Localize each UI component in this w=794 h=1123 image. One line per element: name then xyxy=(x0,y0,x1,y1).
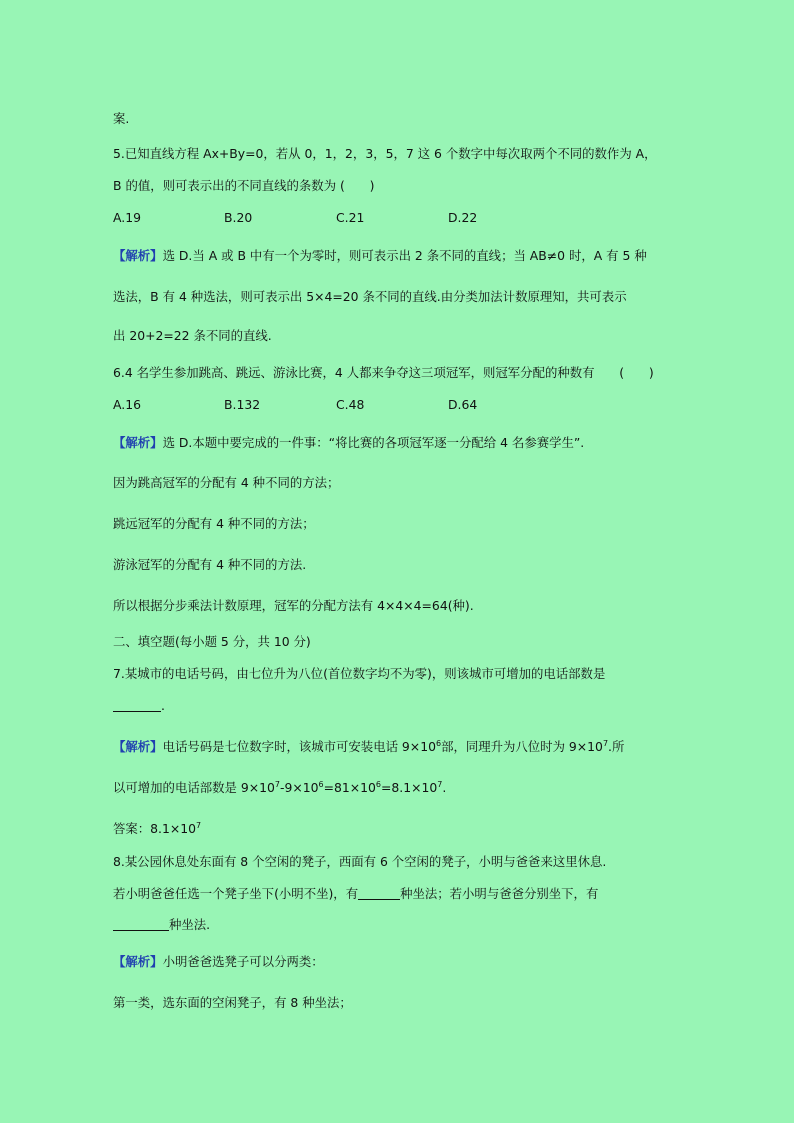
q8-stem-text3: 种坐法. xyxy=(169,917,211,932)
q5-stem-line1: 5.已知直线方程 Ax+By=0，若从 0，1，2，3，5，7 这 6 个数字中每次取两个不同的数作为 A， xyxy=(113,146,657,161)
q6-solution-line1 xyxy=(113,434,584,452)
q7-solution-text1b: 部，同理升为八位时为 9×10 xyxy=(441,739,603,754)
exponent: 6 xyxy=(318,780,324,789)
exponent: 6 xyxy=(375,780,381,789)
q6-option-d: D.64 xyxy=(448,397,478,412)
q7-solution-text2a: 以可增加的电话部数是 9×10 xyxy=(113,780,275,795)
q7-solution-line1 xyxy=(113,735,624,756)
q6-stem-line1: 6.4 名学生参加跳高、跳远、游泳比赛，4 人都来争夺这三项冠军，则冠军分配的种数有 ( ) xyxy=(113,365,654,380)
q8-stem-text2a: 若小明爸爸任选一个凳子坐下(小明不坐)，有 xyxy=(113,886,359,901)
q8-solution-line2: 第一类，选东面的空闲凳子，有 8 种坐法； xyxy=(113,995,352,1010)
q8-stem-text2b: 种坐法；若小明与爸爸分别坐下，有 xyxy=(400,886,599,901)
q6-solution-line3: 跳远冠军的分配有 4 种不同的方法； xyxy=(113,516,315,531)
q7-solution-text1a: 电话号码是七位数字时，该城市可安装电话 9×10 xyxy=(162,739,436,754)
q6-option-c: C.48 xyxy=(336,397,365,412)
q5-solution-line3: 出 20+2=22 条不同的直线. xyxy=(113,328,272,343)
exponent: 7 xyxy=(437,780,443,789)
q5-option-a: A.19 xyxy=(113,210,141,225)
q5-solution-text1: 选 D.当 A 或 B 中有一个为零时，则可表示出 2 条不同的直线；当 AB≠0 时，A 有 5 种 xyxy=(162,248,647,263)
exponent: 7 xyxy=(274,780,280,789)
q8-stem-line3 xyxy=(113,916,210,934)
q6-solution-text1: 选 D.本题中要完成的一件事：“将比赛的各项冠军逐一分配给 4 名参赛学生”. xyxy=(162,435,585,450)
q8-stem-line2 xyxy=(113,885,598,903)
q7-answer xyxy=(113,817,201,838)
q7-solution-text2d: =8.1×10 xyxy=(381,780,438,795)
q6-option-a: A.16 xyxy=(113,397,141,412)
q5-solution-line2: 选法，B 有 4 种选法，则可表示出 5×4=20 条不同的直线.由分类加法计数原理知，共可表示 xyxy=(113,289,627,304)
q5-option-c: C.21 xyxy=(336,210,365,225)
section-heading: 二、填空题(每小题 5 分，共 10 分) xyxy=(113,634,311,649)
solution-tag: 【解析】 xyxy=(113,954,163,969)
q6-solution-line5: 所以根据分步乘法计数原理，冠军的分配方法有 4×4×4=64(种). xyxy=(113,598,474,613)
exponent: 7 xyxy=(602,739,609,748)
solution-tag: 【解析】 xyxy=(113,435,163,450)
answer-blank xyxy=(113,918,169,931)
solution-tag: 【解析】 xyxy=(113,248,163,263)
q7-stem-line2 xyxy=(113,697,165,715)
q6-solution-line2: 因为跳高冠军的分配有 4 种不同的方法； xyxy=(113,475,340,490)
exponent: 6 xyxy=(435,739,442,748)
q8-solution-text1: 小明爸爸选凳子可以分两类： xyxy=(162,954,324,969)
q7-stem-period: . xyxy=(161,698,165,713)
q7-stem-line1: 7.某城市的电话号码，由七位升为八位(首位数字均不为零)，则该城市可增加的电话部数是 xyxy=(113,666,606,681)
q7-solution-text2c: =81×10 xyxy=(323,780,376,795)
continued-text: 案. xyxy=(113,111,130,126)
exponent: 7 xyxy=(196,821,202,830)
q8-solution-line1 xyxy=(113,953,324,971)
answer-blank xyxy=(113,699,161,712)
q7-solution-text2b: -9×10 xyxy=(279,780,319,795)
q7-solution-text1c: .所 xyxy=(608,739,625,754)
q6-solution-line4: 游泳冠军的分配有 4 种不同的方法. xyxy=(113,557,307,572)
q7-answer-text: 答案：8.1×10 xyxy=(113,821,197,836)
q6-option-b: B.132 xyxy=(224,397,261,412)
q7-solution-text2e: . xyxy=(442,780,447,795)
q7-solution-line2 xyxy=(113,776,446,797)
solution-tag: 【解析】 xyxy=(113,739,163,754)
answer-blank xyxy=(358,887,400,900)
q5-option-b: B.20 xyxy=(224,210,253,225)
q8-stem-line1: 8.某公园休息处东面有 8 个空闲的凳子，西面有 6 个空闲的凳子，小明与爸爸来这里休息. xyxy=(113,854,607,869)
q5-stem-line2: B 的值，则可表示出的不同直线的条数为 ( ) xyxy=(113,178,375,193)
q5-solution-line1 xyxy=(113,247,647,265)
q5-option-d: D.22 xyxy=(448,210,478,225)
